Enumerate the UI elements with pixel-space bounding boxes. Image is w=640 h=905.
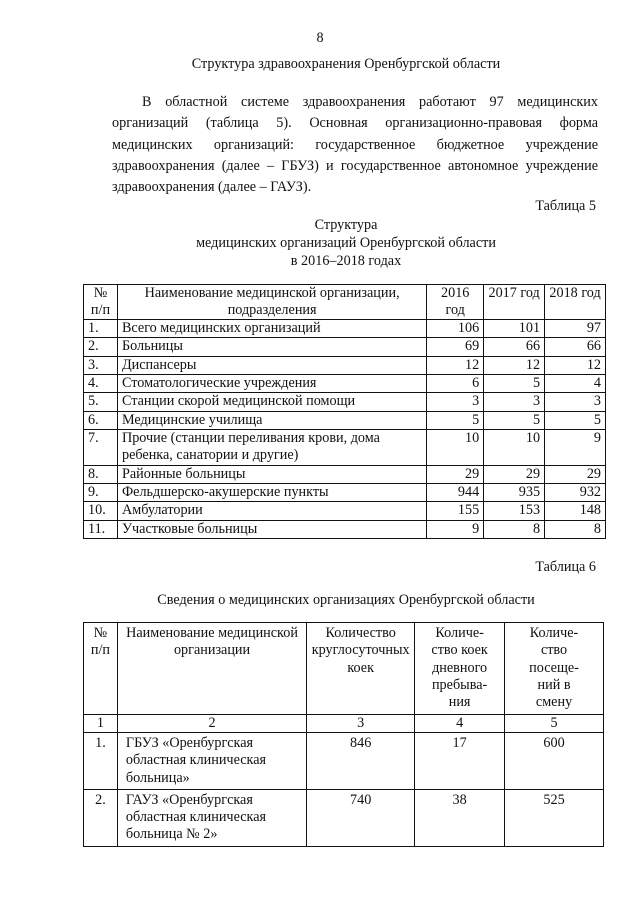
org-name: Районные больницы xyxy=(117,465,426,483)
org-name: Станции скорой медицинской помощи xyxy=(117,393,426,411)
table5-header-name: Наименование медицинской организации, подразделения xyxy=(117,285,426,320)
organizations-table xyxy=(83,622,604,847)
table6-index-cell: 2 xyxy=(117,714,306,732)
value-2018: 4 xyxy=(545,375,606,393)
value-2016: 944 xyxy=(427,483,484,501)
table6-index-cell: 4 xyxy=(415,714,505,732)
table6-header-num: № п/п xyxy=(84,623,118,715)
org-name: Диспансеры xyxy=(117,356,426,374)
row-number: 1. xyxy=(84,320,118,338)
org-name: Фельдшерско-акушерские пункты xyxy=(117,483,426,501)
table-row xyxy=(84,465,606,483)
value-2018: 5 xyxy=(545,411,606,429)
table5-header-num: № п/п xyxy=(84,285,118,320)
table6-header-name: Наименование медицинской организации xyxy=(117,623,306,715)
value-2017: 935 xyxy=(484,483,545,501)
value-2017: 29 xyxy=(484,465,545,483)
table6-index-cell: 3 xyxy=(307,714,415,732)
value-2018: 29 xyxy=(545,465,606,483)
org-name: Стоматологические учреждения xyxy=(117,375,426,393)
table6-header-row xyxy=(84,623,604,715)
value-2017: 10 xyxy=(484,429,545,465)
value-2017: 5 xyxy=(484,375,545,393)
table-row xyxy=(84,393,606,411)
row-number: 2. xyxy=(84,789,118,846)
value-2017: 153 xyxy=(484,502,545,520)
value-2016: 12 xyxy=(427,356,484,374)
row-number: 6. xyxy=(84,411,118,429)
value-2017: 101 xyxy=(484,320,545,338)
table-row xyxy=(84,375,606,393)
value-2018: 148 xyxy=(545,502,606,520)
value-2017: 12 xyxy=(484,356,545,374)
section-title: Структура здравоохранения Оренбургской области xyxy=(191,56,501,72)
table6-header-day-beds: Количе-ство коек дневного пребыва-ния xyxy=(415,623,505,715)
value-2017: 3 xyxy=(484,393,545,411)
table-row xyxy=(84,320,606,338)
value-2016: 106 xyxy=(427,320,484,338)
org-name: Прочие (станции переливания крови, дома ребенка, санатории и другие) xyxy=(117,429,426,465)
value-2016: 155 xyxy=(427,502,484,520)
page-number: 8 xyxy=(316,30,324,46)
table6-header-visits: Количе-ство посеще-ний в смену xyxy=(505,623,604,715)
org-name: ГАУЗ «Оренбургская областная клиническая больница № 2» xyxy=(117,789,306,846)
value-2016: 29 xyxy=(427,465,484,483)
value-2018: 66 xyxy=(545,338,606,356)
table-row xyxy=(84,429,606,465)
table6-index-cell: 5 xyxy=(505,714,604,732)
visits-count: 600 xyxy=(505,732,604,789)
table-row xyxy=(84,502,606,520)
value-2016: 10 xyxy=(427,429,484,465)
value-2018: 12 xyxy=(545,356,606,374)
intro-text: В областной системе здравоохранения работают 97 медицинских организаций (таблица 5). Основная организационно-правовая форма медицинских организаций: государственное бюджетное учреждение здравоохранения (далее – ГБУЗ) и государственное автономное учреждение здравоохранения (далее – ГАУЗ). xyxy=(112,94,598,196)
value-2016: 3 xyxy=(427,393,484,411)
table6-caption: Таблица 6 xyxy=(535,559,596,575)
row-number: 11. xyxy=(84,520,118,538)
value-2016: 6 xyxy=(427,375,484,393)
intro-paragraph xyxy=(112,92,598,198)
table5-caption: Таблица 5 xyxy=(535,198,596,214)
org-name: Амбулатории xyxy=(117,502,426,520)
row-number: 10. xyxy=(84,502,118,520)
value-2017: 5 xyxy=(484,411,545,429)
beds-count: 740 xyxy=(307,789,415,846)
table5-heading-line1: Структура xyxy=(314,217,378,233)
org-name: Больницы xyxy=(117,338,426,356)
structure-table xyxy=(83,284,606,539)
table-row xyxy=(84,789,604,846)
table-row xyxy=(84,411,606,429)
table6-header-beds: Количество круглосуточных коек xyxy=(307,623,415,715)
org-name: Участковые больницы xyxy=(117,520,426,538)
table-row xyxy=(84,356,606,374)
table5-heading-line2: медицинских организаций Оренбургской области xyxy=(196,235,496,252)
value-2016: 69 xyxy=(427,338,484,356)
table6-heading: Сведения о медицинских организациях Оренбургской области xyxy=(157,592,535,608)
table5-heading-line3: в 2016–2018 годах xyxy=(290,253,402,270)
row-number: 3. xyxy=(84,356,118,374)
row-number: 8. xyxy=(84,465,118,483)
table6-index-row xyxy=(84,714,604,732)
beds-count: 846 xyxy=(307,732,415,789)
table-row xyxy=(84,520,606,538)
row-number: 1. xyxy=(84,732,118,789)
row-number: 9. xyxy=(84,483,118,501)
value-2018: 9 xyxy=(545,429,606,465)
table5-header-row xyxy=(84,285,606,320)
value-2017: 8 xyxy=(484,520,545,538)
value-2016: 5 xyxy=(427,411,484,429)
table5-header-2018: 2018 год xyxy=(545,285,606,320)
org-name: Медицинские училища xyxy=(117,411,426,429)
org-name: Всего медицинских организаций xyxy=(117,320,426,338)
value-2018: 97 xyxy=(545,320,606,338)
day-beds-count: 17 xyxy=(415,732,505,789)
table5-header-2017: 2017 год xyxy=(484,285,545,320)
value-2017: 66 xyxy=(484,338,545,356)
org-name: ГБУЗ «Оренбургская областная клиническая больница» xyxy=(117,732,306,789)
table-row xyxy=(84,483,606,501)
day-beds-count: 38 xyxy=(415,789,505,846)
table-row xyxy=(84,732,604,789)
value-2018: 8 xyxy=(545,520,606,538)
row-number: 2. xyxy=(84,338,118,356)
row-number: 7. xyxy=(84,429,118,465)
table6-index-cell: 1 xyxy=(84,714,118,732)
value-2016: 9 xyxy=(427,520,484,538)
row-number: 5. xyxy=(84,393,118,411)
value-2018: 3 xyxy=(545,393,606,411)
table5-header-2016: 2016 год xyxy=(427,285,484,320)
value-2018: 932 xyxy=(545,483,606,501)
table-row xyxy=(84,338,606,356)
table5-heading xyxy=(0,216,640,271)
visits-count: 525 xyxy=(505,789,604,846)
row-number: 4. xyxy=(84,375,118,393)
